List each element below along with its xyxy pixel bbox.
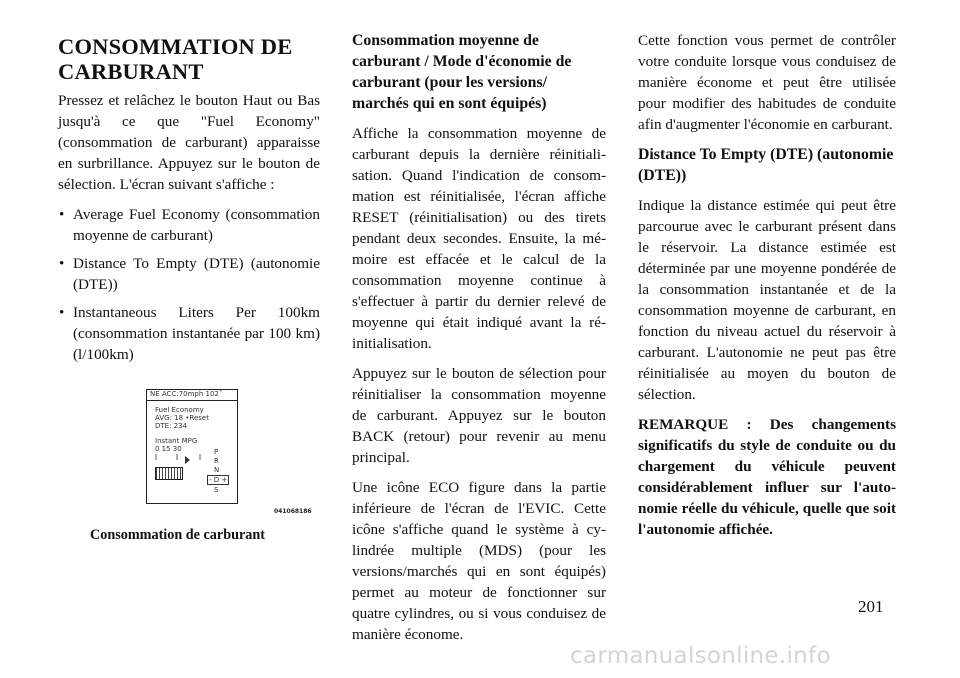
column-3	[638, 30, 896, 549]
screen-instant-mpg: Instant MPG	[155, 437, 198, 445]
gauge-bar-icon	[155, 467, 183, 480]
heading-line-2: CARBURANT	[58, 59, 204, 84]
screen-dte: DTE: 234	[155, 422, 188, 430]
watermark: carmanualsonline.info	[570, 643, 831, 669]
subheading-distance-to-empty: Distance To Empty (DTE) (autonomie (DTE))	[638, 146, 894, 184]
list-item	[58, 253, 320, 295]
evic-screen	[146, 389, 238, 504]
gear-n: N	[214, 466, 220, 474]
gear-r: R	[214, 457, 219, 465]
heading-line-1: CONSOMMATION DE	[58, 34, 293, 59]
figure-code: 041068186	[274, 508, 312, 515]
paragraph: Indique la distance estimée qui peut être parcourue avec le carburant présent dans le réservoir. La distance estimée est déterminée par une moyenne pondérée de la consommation instantanée et de la consommation moyenne de carburant, en fonction du niveau actuel du réservoir à carburant. L'autonomie ne peut pas être réinitialisée au moyen du bouton de sélection.	[638, 197, 896, 403]
list-item	[58, 302, 320, 365]
paragraph: Une icône ECO figure dans la partie inférieure de l'écran de l'EVIC. Cette icône s'affiche quand le système à cylindrée multiple (MDS) (pour les versions/marchés qui en sont équipés) permet au moteur de fonctionner sur quatre cylindres, ou si vous conduisez de manière économe.	[352, 479, 606, 643]
bullet-icon: •	[59, 206, 65, 223]
list-item-text: Instantaneous Liters Per 100km (consommation instantanée par 100 km) (l/100km)	[73, 304, 320, 363]
screen-scale: 0 15 30	[155, 445, 182, 453]
bullet-icon: •	[59, 304, 65, 321]
gear-s: S	[214, 486, 219, 494]
list-item	[58, 204, 320, 246]
paragraph: Cette fonction vous permet de contrôler votre conduite lorsque vous conduisez de manière économe et peut être utilisée pour modifier des habitudes de conduite afin d'augmenter l'économie en carburant.	[638, 32, 896, 133]
list-item-text: Average Fuel Economy (consommation moyenne de carburant)	[73, 206, 320, 244]
figure-caption: Consommation de carburant	[90, 527, 265, 543]
screen-fuel-economy: Fuel Economy	[155, 406, 204, 414]
screen-avg: AVG: 18 •Reset	[155, 414, 209, 422]
note-paragraph: REMARQUE : Des changements significatifs du style de conduite ou du chargement du véhicule peuvent considérablement influer sur l'autonomie réelle du véhicule, quelle que soit l'autonomie affichée.	[638, 416, 896, 538]
subheading-average-fuel-economy: Consommation moyenne de carburant / Mode d'économie de carburant (pour les versions/ marchés qui en sont équipés)	[352, 32, 572, 112]
column-1	[58, 30, 320, 373]
screen-header: NE ACC:70mph 102˚	[147, 390, 237, 401]
list-item-text: Distance To Empty (DTE) (autonomie (DTE))	[73, 255, 320, 293]
intro-paragraph: Pressez et relâchez le bouton Haut ou Bas jusqu'à ce que "Fuel Economy" (consommation de carburant) apparaisse en surbrillance. Appuyez sur le bouton de sélection. L'écran suivant s'affiche :	[58, 92, 320, 193]
paragraph: Affiche la consommation moyenne de carburant depuis la dernière réinitialisation. Quand l'indication de consommation est réinitialisée, l'écran affiche RESET (réinitialisation) ou des tirets pendant deux secondes. Ensuite, la mémoire est effacée et le calcul de la consommation moyenne continue à s'effectuer à partir du dernier relevé de moyenne qui était indiqué avant la réinitialisation.	[352, 125, 606, 352]
gear-p: P	[214, 448, 219, 456]
display-items-list	[58, 204, 320, 365]
bullet-icon: •	[59, 255, 65, 272]
column-2	[352, 30, 606, 654]
gear-d: - D +	[209, 476, 228, 484]
gauge-ticks-icon	[155, 452, 217, 466]
page-number: 201	[858, 597, 884, 616]
paragraph: Appuyez sur le bouton de sélection pour réinitialiser la consommation moyenne de carburant. Appuyez sur le bouton BACK (retour) pour revenir au menu principal.	[352, 365, 606, 466]
section-heading	[58, 34, 320, 84]
